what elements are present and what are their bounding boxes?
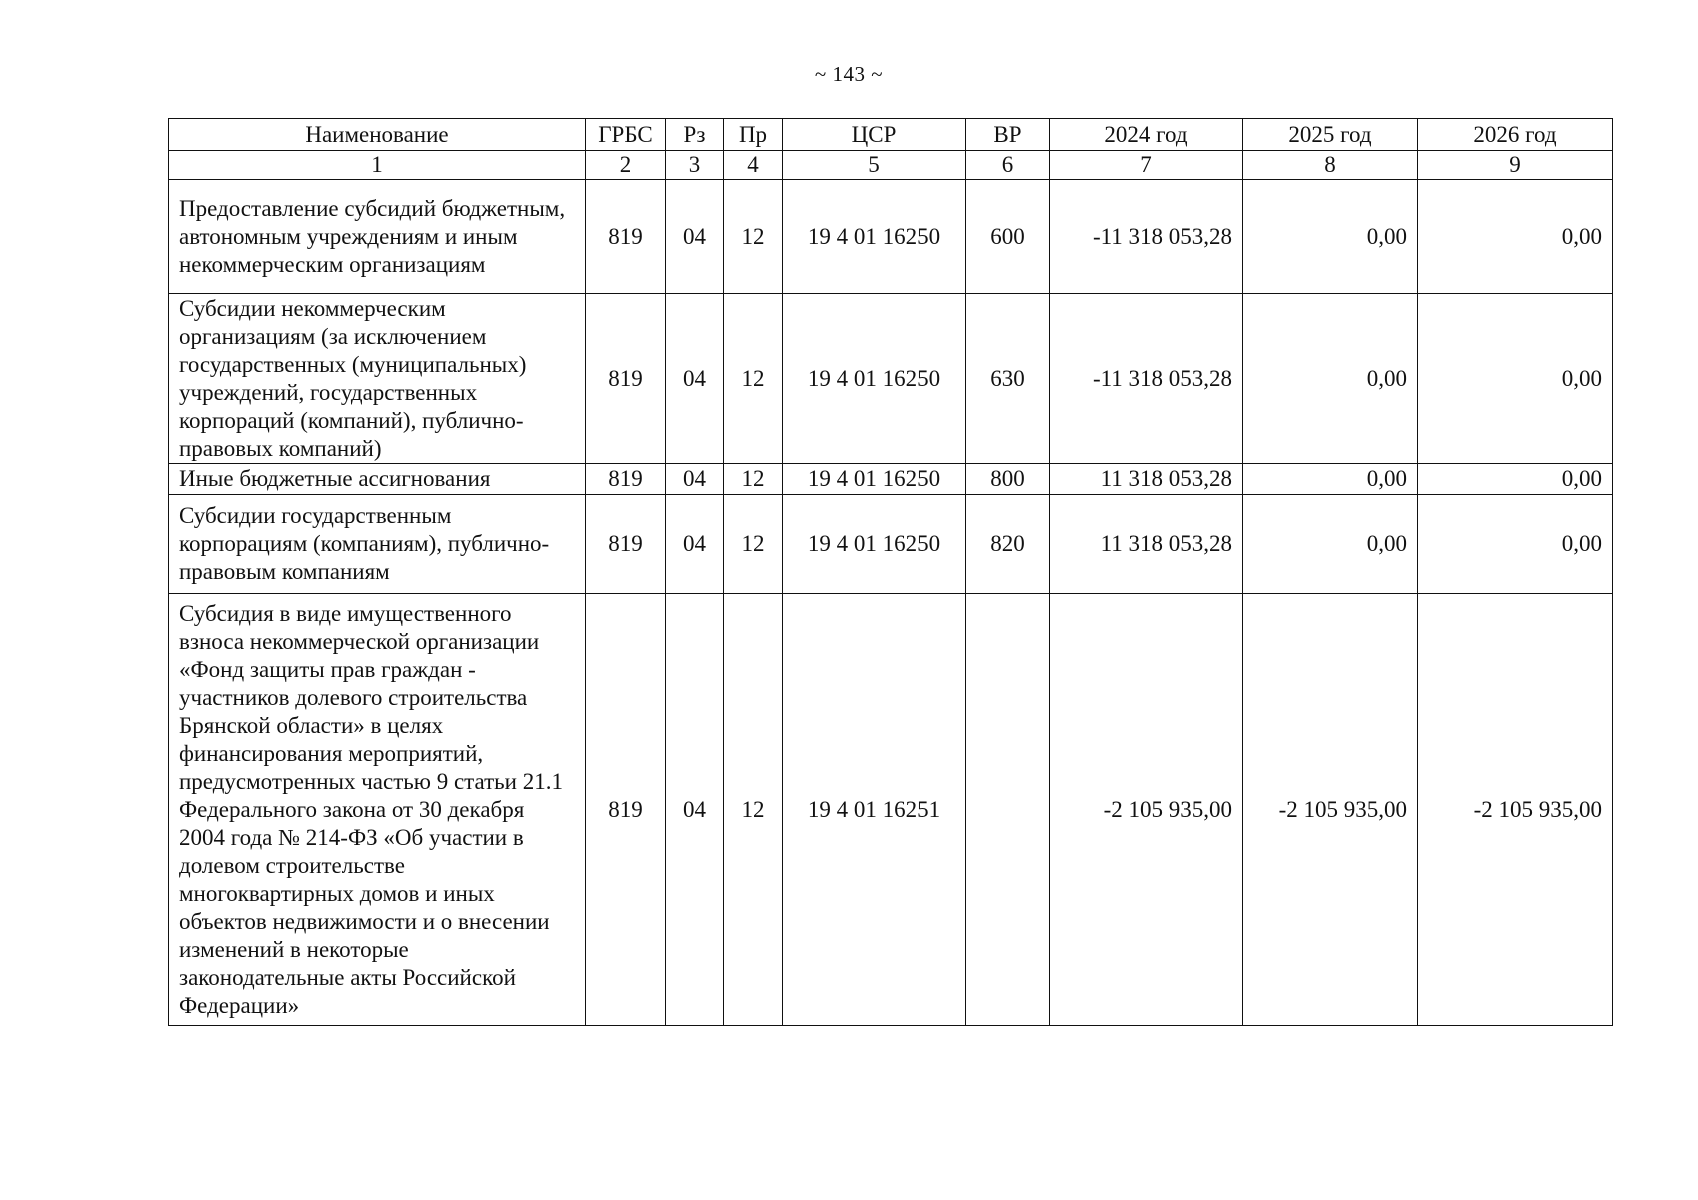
row-name: Субсидия в виде имущественного взноса некоммерческой организации «Фонд защиты прав граждан - участников долевого строительства Брянской области» в целях финансирования мероприятий, предусмотренных частью 9 статьи 21.1 Федерального закона от 30 декабря 2004 года № 214-ФЗ «Об участии в долевом строительстве многоквартирных домов и иных объектов недвижимости и о внесении изменений в некоторые законодательные акты Российской Федерации» [169,594,586,1026]
header-csr: ЦСР [783,119,966,151]
page-number: ~ 143 ~ [814,62,884,86]
column-number: 5 [783,151,966,180]
row-vr: 630 [966,294,1050,464]
row-rz: 04 [666,294,724,464]
row-2025: -2 105 935,00 [1243,594,1418,1026]
header-rz: Рз [666,119,724,151]
row-2025: 0,00 [1243,180,1418,294]
row-pr: 12 [724,180,783,294]
table-row [169,495,1613,594]
row-vr: 600 [966,180,1050,294]
row-grbs: 819 [586,594,666,1026]
row-2026: 0,00 [1418,180,1613,294]
header-2026: 2026 год [1418,119,1613,151]
header-2025: 2025 год [1243,119,1418,151]
header-vr: ВР [966,119,1050,151]
column-number: 4 [724,151,783,180]
header-pr: Пр [724,119,783,151]
row-2024: 11 318 053,28 [1050,464,1243,495]
row-grbs: 819 [586,464,666,495]
row-csr: 19 4 01 16250 [783,495,966,594]
table-row [169,180,1613,294]
row-name: Иные бюджетные ассигнования [169,464,586,495]
row-grbs: 819 [586,180,666,294]
row-2024: -2 105 935,00 [1050,594,1243,1026]
row-pr: 12 [724,294,783,464]
row-csr: 19 4 01 16250 [783,294,966,464]
table-row [169,594,1613,1026]
row-csr: 19 4 01 16250 [783,180,966,294]
row-2026: 0,00 [1418,495,1613,594]
row-pr: 12 [724,495,783,594]
row-2026: 0,00 [1418,294,1613,464]
row-2025: 0,00 [1243,464,1418,495]
header-2024: 2024 год [1050,119,1243,151]
row-rz: 04 [666,180,724,294]
row-2026: 0,00 [1418,464,1613,495]
header-row [169,119,1613,151]
column-number: 2 [586,151,666,180]
row-grbs: 819 [586,495,666,594]
row-vr: 820 [966,495,1050,594]
row-rz: 04 [666,594,724,1026]
row-2026: -2 105 935,00 [1418,594,1613,1026]
row-vr [966,594,1050,1026]
row-2024: -11 318 053,28 [1050,294,1243,464]
column-number: 9 [1418,151,1613,180]
row-name: Предоставление субсидий бюджетным, автономным учреждениям и иным некоммерческим организациям [169,180,586,294]
row-vr: 800 [966,464,1050,495]
row-name: Субсидии некоммерческим организациям (за исключением государственных (муниципальных) учреждений, государственных корпораций (компаний), публично-правовых компаний) [169,294,586,464]
table-row [169,294,1613,464]
row-2025: 0,00 [1243,495,1418,594]
row-grbs: 819 [586,294,666,464]
row-2024: 11 318 053,28 [1050,495,1243,594]
row-csr: 19 4 01 16250 [783,464,966,495]
budget-table [168,118,1613,1026]
column-number: 1 [169,151,586,180]
column-number: 3 [666,151,724,180]
column-number: 8 [1243,151,1418,180]
row-name: Субсидии государственным корпорациям (компаниям), публично-правовым компаниям [169,495,586,594]
row-pr: 12 [724,464,783,495]
header-grbs: ГРБС [586,119,666,151]
header-name: Наименование [169,119,586,151]
column-number: 6 [966,151,1050,180]
row-rz: 04 [666,464,724,495]
row-rz: 04 [666,495,724,594]
row-2024: -11 318 053,28 [1050,180,1243,294]
column-number: 7 [1050,151,1243,180]
row-2025: 0,00 [1243,294,1418,464]
column-number-row [169,151,1613,180]
row-csr: 19 4 01 16251 [783,594,966,1026]
table-row [169,464,1613,495]
row-pr: 12 [724,594,783,1026]
